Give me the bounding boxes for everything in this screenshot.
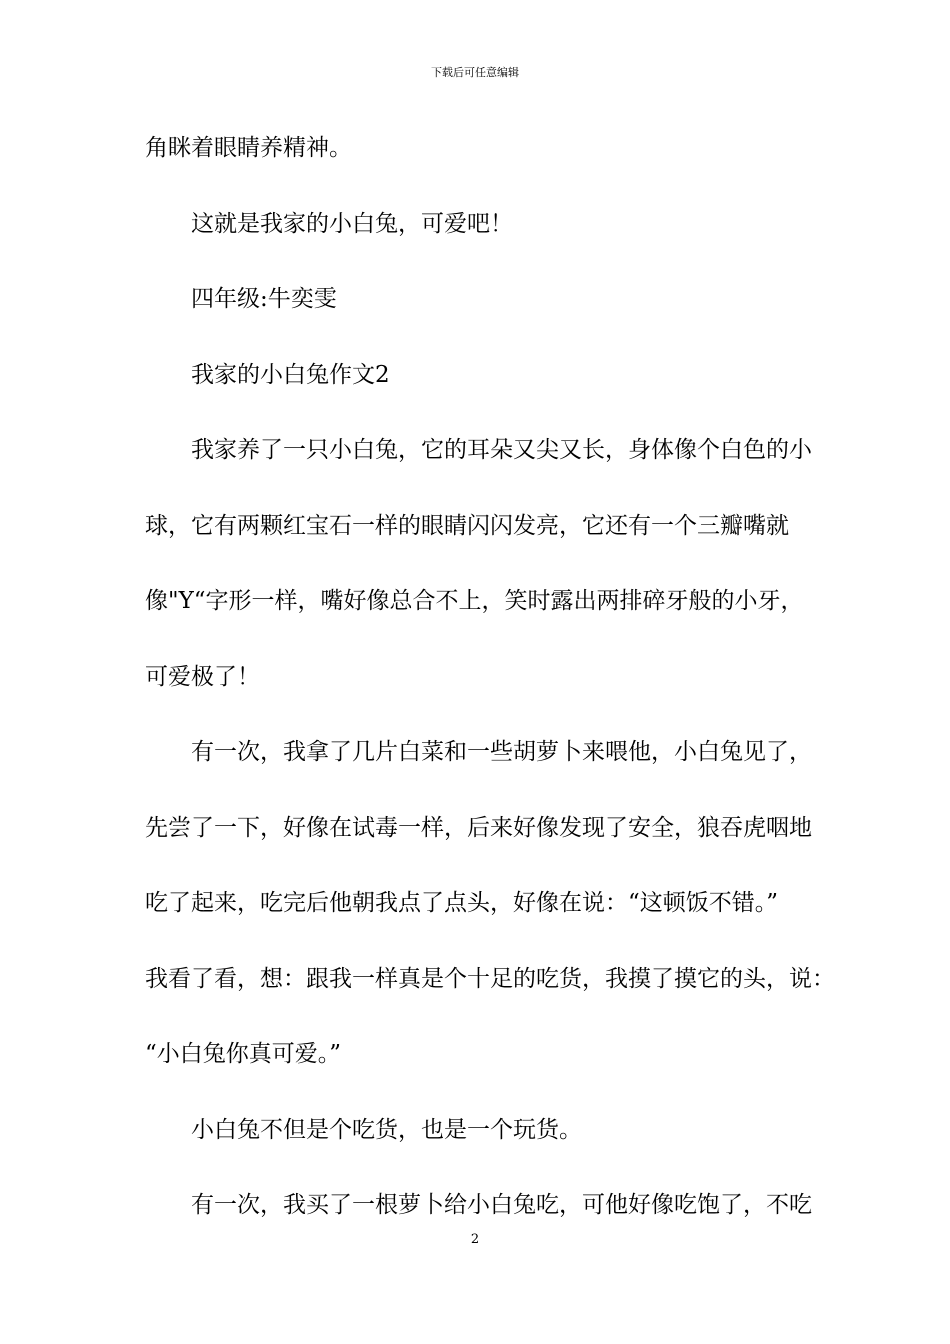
paragraph-line: 我家养了一只小白兔，它的耳朵又尖又长，身体像个白色的小 (191, 437, 812, 463)
section-title: 我家的小白兔作文2 (191, 361, 390, 388)
paragraph-line: 四年级:牛奕雯 (191, 286, 337, 312)
paragraph-line: 球，它有两颗红宝石一样的眼睛闪闪发亮，它还有一个三瓣嘴就 (145, 512, 789, 539)
body-text (145, 130, 835, 1263)
page-number: 2 (470, 1232, 480, 1247)
paragraph-line: 这就是我家的小白兔，可爱吧！ (191, 210, 513, 237)
paragraph-line: “小白兔你真可爱。” (145, 1041, 342, 1067)
paragraph-line: 角眯着眼睛养精神。 (145, 135, 352, 161)
paragraph-line: 可爱极了！ (145, 663, 260, 690)
page-header: 下载后可任意编辑 (431, 66, 519, 79)
paragraph-line: 我看了看，想：跟我一样真是个十足的吃货，我摸了摸它的头，说： (145, 965, 835, 992)
paragraph-line: 小白兔不但是个吃货，也是一个玩货。 (191, 1116, 582, 1143)
paragraph-line: 先尝了一下，好像在试毒一样，后来好像发现了安全，狼吞虎咽地 (145, 814, 812, 841)
paragraph-line: 有一次，我买了一根萝卜给小白兔吃，可他好像吃饱了，不吃 (191, 1192, 812, 1218)
paragraph-line: 有一次，我拿了几片白菜和一些胡萝卜来喂他，小白兔见了， (191, 739, 812, 765)
paragraph-line: 吃了起来，吃完后他朝我点了点头，好像在说：“这顿饭不错。” (145, 890, 779, 916)
paragraph-line: 像"Y“字形一样，嘴好像总合不上，笑时露出两排碎牙般的小牙， (145, 588, 804, 614)
